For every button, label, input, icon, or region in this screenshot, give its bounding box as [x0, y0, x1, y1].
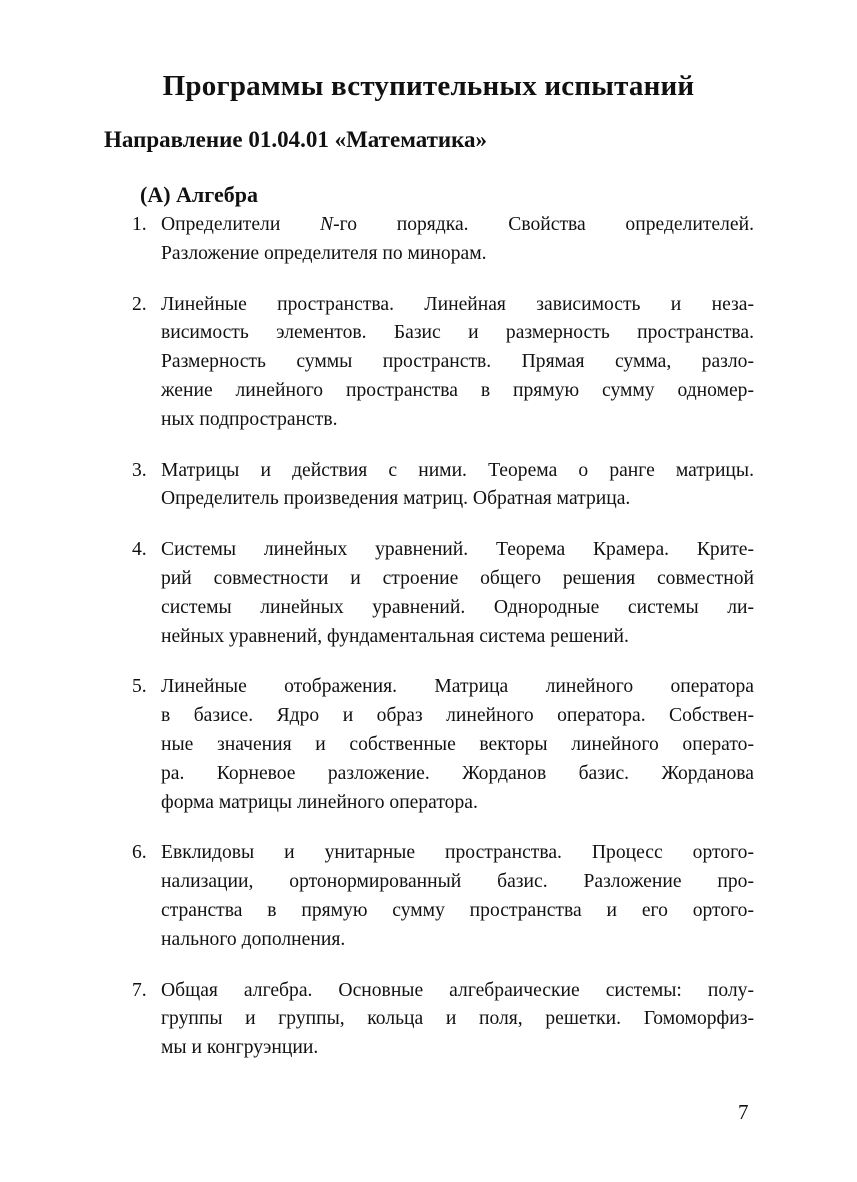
list-item: [132, 839, 754, 954]
item-text: [161, 211, 754, 269]
item-line: висимость элементов. Базис и размерность пространства.: [161, 322, 754, 344]
item-line: Разложение определителя по минорам.: [161, 242, 487, 264]
math-variable-n: N: [320, 214, 334, 235]
list-item: [132, 457, 754, 515]
item-line: в базисе. Ядро и образ линейного оператора. Собствен-: [161, 705, 754, 727]
item-line: нального дополнения.: [161, 928, 346, 950]
item-number: 3.: [132, 459, 147, 481]
list-item: [132, 536, 754, 651]
item-text: [161, 673, 754, 817]
item-line: нализации, ортонормированный базис. Разложение про-: [161, 871, 754, 893]
section-heading-algebra: (A) Алгебра: [140, 182, 258, 207]
page-number: 7: [738, 1100, 749, 1124]
item-line: рий совместности и строение общего решения совместной: [161, 567, 754, 589]
item-line: Определители N-го порядка. Свойства определителей.: [161, 214, 754, 235]
list-item: [132, 673, 754, 817]
item-line: жение линейного пространства в прямую сумму одномер-: [161, 379, 754, 401]
list-item: [132, 291, 754, 435]
item-number: 1.: [132, 214, 147, 235]
item-line: Линейные пространства. Линейная зависимость и неза-: [161, 293, 754, 315]
item-line: группы и группы, кольца и поля, решетки. Гомоморфиз-: [161, 1008, 754, 1030]
item-line: ра. Корневое разложение. Жорданов базис. Жорданова: [161, 762, 754, 784]
item-line: Общая алгебра. Основные алгебраические системы: полу-: [161, 979, 754, 1001]
item-text: [161, 291, 754, 435]
item-line: странства в прямую сумму пространства и его ортого-: [161, 899, 754, 921]
direction-heading: Направление 01.04.01 «Математика»: [104, 127, 488, 152]
item-number: 2.: [132, 293, 147, 315]
item-line: Системы линейных уравнений. Теорема Крамера. Крите-: [161, 539, 754, 561]
item-text: [161, 536, 754, 651]
item-line: системы линейных уравнений. Однородные системы ли-: [161, 596, 754, 618]
item-line: Евклидовы и унитарные пространства. Процесс ортого-: [161, 842, 754, 864]
item-line: мы и конгруэнции.: [161, 1037, 319, 1059]
item-line: ных подпространств.: [161, 408, 338, 430]
item-line: Линейные отображения. Матрица линейного оператора: [161, 676, 754, 698]
page-title: Программы вступительных испытаний: [162, 70, 695, 102]
item-number: 7.: [132, 979, 147, 1001]
list-item: [132, 977, 754, 1063]
item-number: 4.: [132, 539, 147, 561]
item-line: Определитель произведения матриц. Обратная матрица.: [161, 488, 631, 510]
item-line: Размерность суммы пространств. Прямая сумма, разло-: [161, 351, 754, 373]
item-text: [161, 457, 754, 515]
item-number: 5.: [132, 676, 147, 698]
item-text: [161, 839, 754, 954]
item-line: ные значения и собственные векторы линейного операто-: [161, 733, 754, 755]
item-number: 6.: [132, 842, 147, 864]
item-text: [161, 977, 754, 1063]
topic-list: [132, 211, 754, 1085]
item-line: форма матрицы линейного оператора.: [161, 791, 478, 813]
item-line: Матрицы и действия с ними. Теорема о ранге матрицы.: [161, 459, 754, 481]
list-item: [132, 211, 754, 269]
item-line: нейных уравнений, фундаментальная система решений.: [161, 625, 629, 647]
